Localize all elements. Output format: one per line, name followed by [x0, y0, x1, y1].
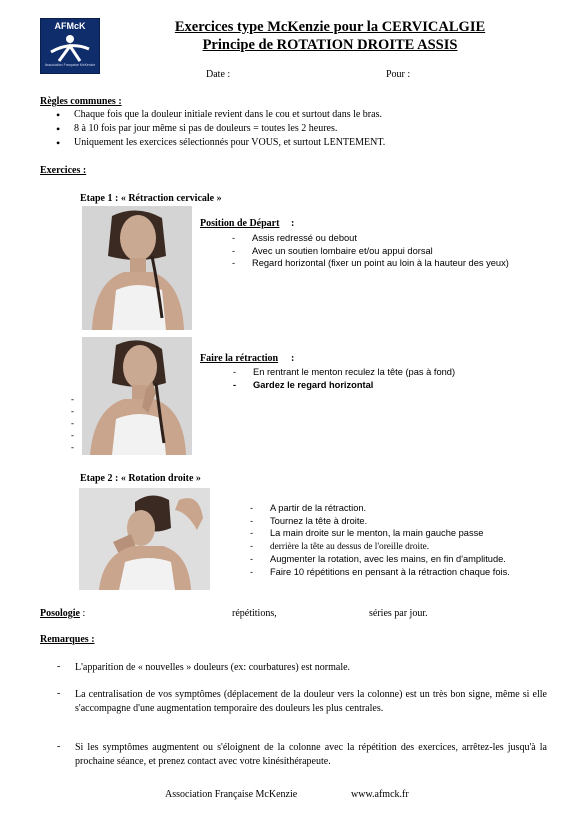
etape2-item: - Augmenter la rotation, avec les mains, en fin d'amplitude. [270, 553, 510, 566]
retraction-item-bold: - Gardez le regard horizontal [253, 379, 455, 392]
remarque-dash: - [57, 741, 61, 752]
retraction-list [253, 366, 455, 391]
retraction-colon: : [291, 353, 295, 364]
pour-label: Pour : [386, 69, 411, 80]
etape2-item: - Faire 10 répétitions en pensant à la rétraction chaque fois. [270, 566, 510, 579]
position-item: - Assis redressé ou debout [252, 232, 509, 245]
position-item: - Regard horizontal (fixer un point au loin à la hauteur des yeux) [252, 257, 509, 270]
footer-website: www.afmck.fr [351, 789, 409, 800]
remarque-item: Si les symptômes augmentent ou s'éloignent de la colonne avec la répétition des exercices, arrêtez-les jusqu'à la prochaine séance, et prenez contact avec votre kinésithérapeute. [75, 742, 547, 767]
regles-list [74, 108, 385, 150]
etape2-title-text: Etape 2 : « Rotation droite » [80, 473, 201, 484]
page-title-line1: Exercices type McKenzie pour la CERVICALGIE [174, 19, 486, 35]
regle-item: • 8 à 10 fois par jour même si pas de douleurs = toutes les 2 heures. [74, 122, 385, 136]
etape1-title [80, 193, 222, 204]
side-dashes [71, 393, 74, 453]
position-list [252, 232, 509, 270]
side-dash: - [71, 430, 74, 440]
page-title-line2: Principe de ROTATION DROITE ASSIS [202, 37, 458, 53]
photo-retraction [82, 337, 192, 455]
retraction-item: - En rentrant le menton reculez la tête (pas à fond) [253, 366, 455, 379]
position-heading [200, 218, 279, 229]
etape2-item: - La main droite sur le menton, la main gauche passe [270, 527, 510, 540]
remarques-heading: Remarques : [40, 634, 95, 645]
posologie-label: Posologie [40, 608, 80, 619]
etape2-item: - A partir de la rétraction. [270, 502, 510, 515]
remarque-item: L'apparition de « nouvelles » douleurs (ex: courbatures) est normale. [75, 662, 351, 673]
side-dash: - [71, 442, 74, 452]
woman-retraction-photo [82, 337, 192, 455]
retraction-heading [200, 353, 278, 364]
repetitions-label: répétitions, [232, 608, 277, 619]
etape1-title-text: Etape 1 : « Rétraction cervicale » [80, 193, 222, 204]
position-colon: : [291, 218, 295, 229]
remarque-dash: - [57, 688, 61, 699]
woman-neutral-photo [82, 206, 192, 330]
woman-rotation-photo [79, 488, 210, 590]
regle-item: • Chaque fois que la douleur initiale revient dans le cou et surtout dans le bras. [74, 108, 385, 122]
posologie-colon: : [80, 608, 86, 619]
etape2-title [80, 473, 201, 484]
photo-position-depart [82, 206, 192, 330]
retraction-heading-text: Faire la rétraction [200, 353, 279, 364]
side-dash: - [71, 418, 74, 428]
regle-item: • Uniquement les exercices sélectionnés pour VOUS, et surtout LENTEMENT. [74, 136, 385, 150]
logo-subtext: Association Française McKenzie [44, 63, 96, 67]
position-item: - Avec un soutien lombaire et/ou appui dorsal [252, 245, 509, 258]
side-dash: - [71, 406, 74, 416]
position-heading-text: Position de Départ [200, 218, 280, 229]
remarque-dash: - [57, 661, 61, 672]
afmck-logo [40, 18, 100, 74]
remarque-item: La centralisation de vos symptômes (déplacement de la douleur vers la colonne) est un très bon signe, même si elle s'accompagne d'une augmentation temporaire des douleurs les plus centrales. [75, 689, 547, 714]
etape2-list [270, 502, 510, 578]
etape2-item-continuation: - derrière la tête au dessus de l'oreille droite. [270, 540, 510, 554]
series-label: séries par jour. [369, 608, 428, 619]
side-dash: - [71, 394, 74, 404]
posologie-line [40, 608, 85, 619]
photo-rotation [79, 488, 210, 590]
exercices-heading: Exercices : [40, 165, 87, 176]
regles-heading: Règles communes : [40, 96, 122, 107]
etape2-item: - Tournez la tête à droite. [270, 515, 510, 528]
logo-text: AFMcK [54, 21, 86, 31]
footer-association: Association Française McKenzie [165, 789, 298, 800]
date-label: Date : [206, 69, 231, 80]
